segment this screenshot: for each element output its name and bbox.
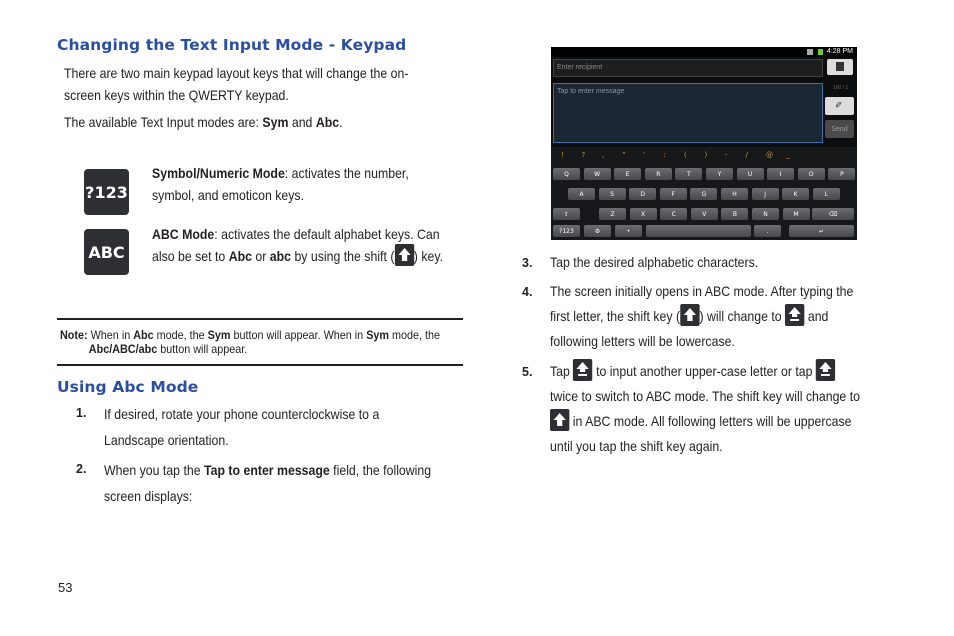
letter-key[interactable]: W <box>584 168 611 180</box>
symbol-key[interactable]: / <box>745 151 748 159</box>
contacts-button[interactable] <box>827 59 853 75</box>
letter-key[interactable]: O <box>798 168 825 180</box>
letter-key[interactable]: A <box>568 188 595 200</box>
step-1-number: 1. <box>76 406 87 420</box>
enter-key[interactable]: ↵ <box>789 225 854 237</box>
step-2-number: 2. <box>76 462 87 476</box>
recipient-field[interactable]: Enter recipient <box>553 59 823 77</box>
symbol-key[interactable]: ? <box>581 151 586 159</box>
symbol-key[interactable]: ) <box>704 151 708 159</box>
abc-mode-key-icon: ABC <box>84 229 129 275</box>
step-3: Tap the desired alphabetic characters. <box>550 254 759 270</box>
symbol-mode-desc: Symbol/Numeric Mode: activates the number, symbol, and emoticon keys. <box>152 165 409 203</box>
shift-lower-icon <box>785 304 804 326</box>
symbol-key[interactable]: ( <box>684 151 687 159</box>
symbol-mode-key-icon: ?123 <box>84 169 129 215</box>
step-5-number: 5. <box>522 365 533 379</box>
send-button[interactable]: Send <box>825 120 854 138</box>
symbol-mode-key[interactable]: ?123 <box>553 225 580 237</box>
letter-key[interactable]: U <box>737 168 764 180</box>
settings-key[interactable]: ⚙ <box>584 225 611 237</box>
letter-key[interactable]: V <box>691 208 718 220</box>
contact-icon <box>836 62 844 71</box>
note-top-rule <box>57 318 463 320</box>
letter-key[interactable]: T <box>675 168 702 180</box>
page-number: 53 <box>58 580 73 595</box>
symbol-key[interactable]: - <box>725 151 728 159</box>
message-field[interactable]: Tap to enter message <box>553 83 823 143</box>
letter-key[interactable]: G <box>690 188 717 200</box>
shift-lower-icon <box>816 359 835 381</box>
symbol-key[interactable]: , <box>602 151 605 159</box>
symbol-key[interactable]: ' <box>643 151 645 159</box>
symbol-key[interactable]: : <box>663 151 666 159</box>
letter-key[interactable]: N <box>752 208 779 220</box>
shift-key[interactable]: ⇧ <box>553 208 580 220</box>
delete-key[interactable]: ⌫ <box>812 208 854 220</box>
letter-key[interactable]: Y <box>706 168 733 180</box>
step-4: The screen initially opens in ABC mode. After typing the first letter, the shift key ( ) will change to and following letters will be lowercase. <box>550 283 854 349</box>
abc-mode-desc: ABC Mode: activates the default alphabet keys. Can also be set to Abc or abc by using the shift ( ) key. <box>152 223 478 268</box>
letter-key[interactable]: S <box>599 188 626 200</box>
phone-screenshot <box>551 47 857 240</box>
letter-key[interactable]: B <box>721 208 748 220</box>
modes-paragraph: The available Text Input modes are: Sym and Abc. <box>64 114 343 130</box>
shift-lower-icon <box>573 359 592 381</box>
step-4-number: 4. <box>522 285 533 299</box>
paperclip-icon: ✐ <box>835 100 843 110</box>
symbol-key[interactable]: " <box>622 151 626 159</box>
letter-key[interactable]: R <box>645 168 672 180</box>
step-3-number: 3. <box>522 256 533 270</box>
symbol-key[interactable]: _ <box>786 151 790 159</box>
letter-key[interactable]: Z <box>599 208 626 220</box>
shift-upper-icon <box>680 304 699 326</box>
letter-key[interactable]: C <box>660 208 687 220</box>
letter-key[interactable]: X <box>630 208 657 220</box>
intro-paragraph <box>64 62 460 106</box>
letter-key[interactable]: K <box>782 188 809 200</box>
note-box: Note: When in Abc mode, the Sym button will appear. When in Sym mode, the Abc/ABC/abc button will appear. <box>60 328 441 356</box>
period-key[interactable]: . <box>754 225 781 237</box>
letter-key[interactable]: F <box>660 188 687 200</box>
letter-key[interactable]: D <box>629 188 656 200</box>
char-counter: 160 / 1 <box>833 85 849 91</box>
intro-line-2: screen keys within the QWERTY keypad. <box>64 87 289 103</box>
letter-key[interactable]: L <box>813 188 840 200</box>
step-5: Tap to input another upper-case letter or tap twice to switch to ABC mode. The shift key will change to in ABC mode. All following letters will be uppercase until you tap the shift key again. <box>550 359 911 459</box>
keyboard <box>551 147 857 240</box>
symbol-key[interactable]: @ <box>766 151 773 159</box>
letter-key[interactable]: I <box>767 168 794 180</box>
shift-upper-icon <box>394 244 413 266</box>
letter-key[interactable]: M <box>783 208 810 220</box>
section-title-keypad: Changing the Text Input Mode - Keypad <box>57 36 407 54</box>
voice-key[interactable]: • <box>615 225 642 237</box>
step-1: If desired, rotate your phone counterclockwise to a Landscape orientation. <box>104 406 380 448</box>
step-2: When you tap the Tap to enter message field, the following screen displays: <box>104 462 432 504</box>
section-title-abc: Using Abc Mode <box>57 378 199 396</box>
letter-key[interactable]: Q <box>553 168 580 180</box>
intro-line-1: There are two main keypad layout keys that will change the on- <box>64 65 409 81</box>
status-bar <box>551 47 857 57</box>
letter-key[interactable]: H <box>721 188 748 200</box>
letter-key[interactable]: J <box>752 188 779 200</box>
letter-key[interactable]: E <box>614 168 641 180</box>
symbol-key[interactable]: ! <box>561 151 564 159</box>
battery-icon <box>818 49 823 55</box>
letter-key[interactable]: P <box>828 168 855 180</box>
status-time: 4:28 PM <box>826 48 853 55</box>
note-bottom-rule <box>57 364 463 366</box>
space-key[interactable] <box>646 225 751 237</box>
attach-button[interactable] <box>825 97 854 115</box>
signal-icon <box>807 49 813 55</box>
shift-upper-icon <box>550 409 569 431</box>
